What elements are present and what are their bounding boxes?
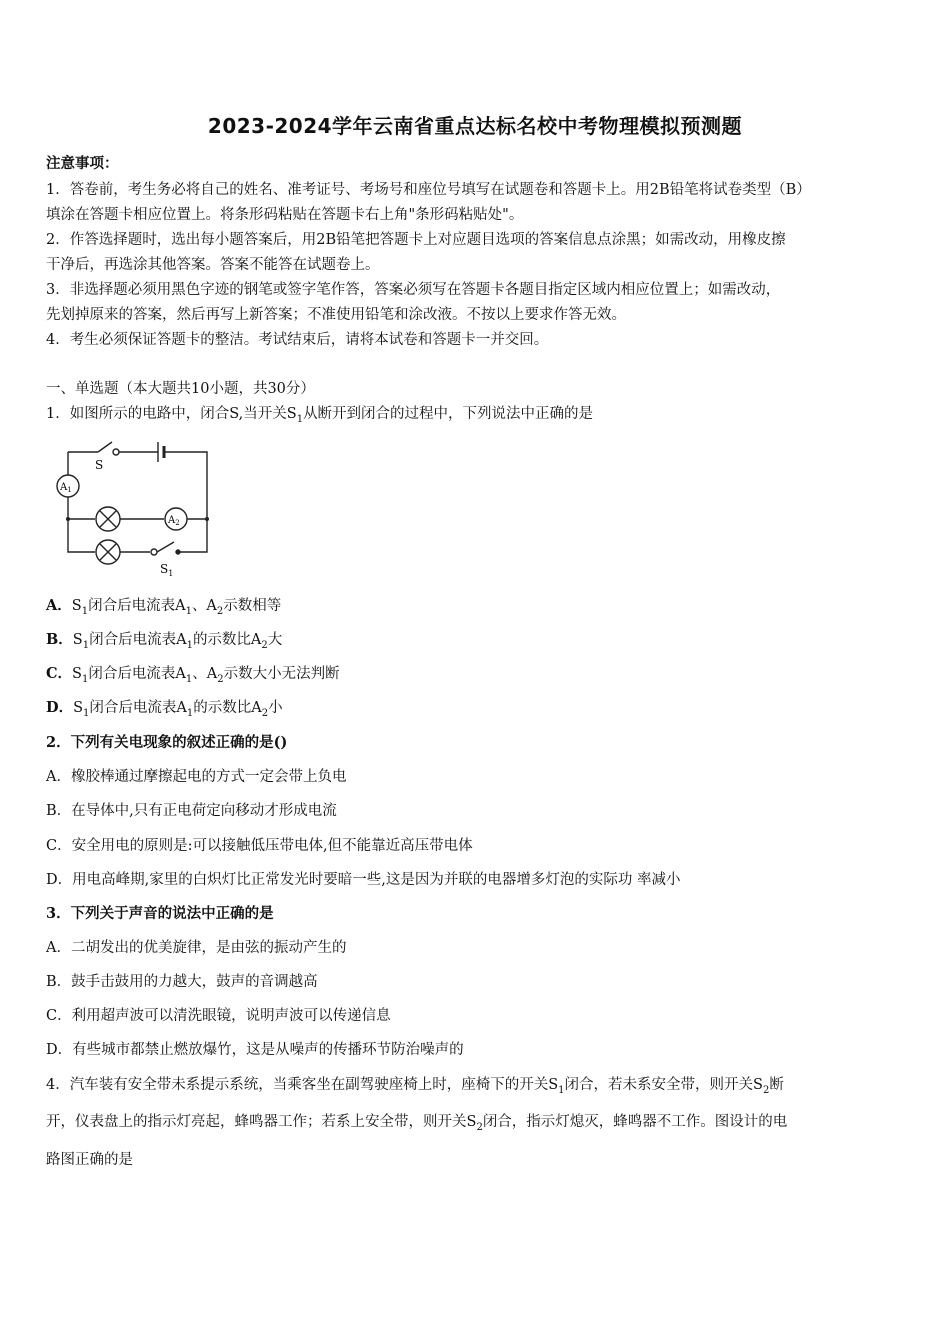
notice-heading: 注意事项：	[46, 155, 119, 172]
label-a2-letter: A	[168, 515, 176, 526]
question-3-option-b[interactable]: B．鼓手击鼓用的力越大，鼓声的音调越高	[46, 974, 318, 990]
switch-s-contact	[113, 449, 119, 455]
option-text: 的示数比A	[193, 700, 262, 716]
stem-text: 闭合，若未系安全带，则开关S	[564, 1077, 763, 1093]
question-3-option-a[interactable]: A．二胡发出的优美旋律，是由弦的振动产生的	[46, 940, 347, 956]
label-s1-sub: 1	[168, 569, 174, 578]
stem-text: 开，仪表盘上的指示灯亮起，蜂鸣器工作；若系上安全带，则开关S	[46, 1114, 477, 1130]
label-a2	[167, 515, 180, 527]
question-1-option-b[interactable]	[46, 628, 282, 651]
switch-s1-blade	[157, 542, 174, 552]
label-a1-sub: 1	[67, 486, 72, 494]
option-letter: B．	[46, 631, 73, 648]
question-2-option-a[interactable]: A．橡胶棒通过摩擦起电的方式一定会带上负电	[46, 769, 347, 785]
label-s: S	[95, 458, 104, 472]
option-text: 、A	[191, 598, 217, 614]
question-2-option-d[interactable]: D．用电高峰期,家里的白炽灯比正常发光时要暗一些,这是因为并联的电器增多灯泡的实际功 率减小	[46, 872, 681, 888]
switch-s1-contact	[151, 549, 157, 555]
section-heading: 一、单选题（本大题共10小题，共30分）	[46, 381, 315, 397]
label-s1	[160, 562, 173, 578]
notice-line: 4．考生必须保证答题卡的整洁。考试结束后，请将本试卷和答题卡一并交回。	[46, 332, 549, 348]
option-text: S	[73, 700, 84, 716]
switch-s-blade	[98, 442, 112, 452]
label-a1-letter: A	[60, 482, 68, 493]
option-text: 闭合后电流表A	[88, 666, 186, 682]
subscript: 1	[82, 639, 90, 651]
label-a1	[59, 482, 72, 494]
lamp-1-cross	[100, 511, 116, 527]
option-text: S	[72, 666, 82, 682]
stem-text: 闭合，指示灯熄灭，蜂鸣器不工作。图设计的电	[482, 1114, 788, 1130]
subscript: 1	[81, 605, 89, 617]
subscript: 2	[217, 673, 224, 685]
circuit-diagram	[50, 432, 220, 582]
subscript: 2	[476, 1121, 483, 1133]
lamp-2-cross	[100, 544, 116, 560]
question-1-option-c[interactable]	[46, 662, 340, 685]
question-4-line-1	[46, 1073, 784, 1096]
question-4-line-3: 路图正确的是	[46, 1152, 133, 1168]
option-text: 闭合后电流表A	[89, 700, 187, 716]
question-4-line-2	[46, 1110, 787, 1133]
subscript: 1	[186, 707, 194, 719]
question-2-stem: 2．下列有关电现象的叙述正确的是()	[46, 734, 288, 751]
notice-line: 填涂在答题卡相应位置上。将条形码粘贴在答题卡右上角"条形码粘贴处"。	[46, 207, 524, 223]
page-title: 2023-2024学年云南省重点达标名校中考物理模拟预测题	[207, 114, 743, 138]
question-1-option-d[interactable]	[46, 696, 283, 719]
option-text: 示数相等	[223, 598, 282, 614]
question-1-option-a[interactable]	[46, 594, 281, 617]
option-text: S	[72, 632, 83, 648]
subscript: 1	[296, 413, 304, 425]
label-s1-letter: S	[160, 562, 169, 576]
subscript: 1	[83, 707, 90, 719]
wire	[164, 452, 207, 552]
question-2-option-c[interactable]: C．安全用电的原则是:可以接触低压带电体,但不能靠近高压带电体	[46, 838, 473, 854]
option-text: 小	[268, 700, 283, 716]
option-text: 、A	[192, 666, 218, 682]
option-text: 闭合后电流表A	[88, 598, 186, 614]
option-text: 示数大小无法判断	[223, 666, 340, 682]
question-2-option-b[interactable]: B．在导体中,只有正电荷定向移动才形成电流	[46, 803, 337, 819]
question-3-option-c[interactable]: C．利用超声波可以清洗眼镜，说明声波可以传递信息	[46, 1008, 391, 1024]
option-text: S	[71, 598, 82, 614]
stem-text: 从断开到闭合的过程中，下列说法中正确的是	[303, 406, 594, 422]
question-1-stem	[46, 402, 593, 425]
option-letter: A．	[46, 597, 72, 614]
subscript: 1	[558, 1084, 565, 1096]
stem-text: 4．汽车装有安全带未系提示系统，当乘客坐在副驾驶座椅上时，座椅下的开关S	[46, 1077, 559, 1093]
option-letter: C．	[46, 665, 73, 682]
junction-dot	[205, 517, 209, 521]
subscript: 1	[185, 673, 193, 685]
question-3-stem: 3．下列关于声音的说法中正确的是	[46, 905, 274, 922]
notice-line: 3．非选择题必须用黑色字迹的钢笔或签字笔作答，答案必须写在答题卡各题目指定区域内相应位置上；如需改动，	[46, 282, 781, 298]
notice-line: 1．答卷前，考生务必将自己的姓名、准考证号、考场号和座位号填写在试题卷和答题卡上。用2B铅笔将试卷类型（B）	[46, 182, 811, 198]
question-3-option-d[interactable]: D．有些城市都禁止燃放爆竹，这是从噪声的传播环节防治噪声的	[46, 1042, 464, 1058]
option-text: 闭合后电流表A	[89, 632, 187, 648]
subscript: 1	[185, 605, 192, 617]
notice-line: 2．作答选择题时，选出每小题答案后，用2B铅笔把答题卡上对应题目选项的答案信息点涂黑；如需改动，用橡皮擦	[46, 232, 786, 248]
option-text: 的示数比A	[192, 632, 262, 648]
option-letter: D．	[46, 699, 74, 716]
switch-s1-pivot	[176, 550, 180, 554]
subscript: 1	[186, 639, 193, 651]
junction-dot	[66, 517, 70, 521]
stem-text: 1．如图所示的电路中，闭合S,当开关S	[46, 406, 297, 422]
stem-text: 断	[769, 1077, 784, 1093]
subscript: 1	[81, 673, 89, 685]
notice-line: 先划掉原来的答案，然后再写上新答案；不准使用铅笔和涂改液。不按以上要求作答无效。	[46, 307, 626, 323]
subscript: 2	[216, 605, 224, 617]
label-a2-sub: 2	[175, 519, 180, 527]
notice-line: 干净后，再选涂其他答案。答案不能答在试题卷上。	[46, 257, 380, 273]
subscript: 2	[261, 707, 269, 719]
subscript: 2	[261, 639, 268, 651]
subscript: 2	[762, 1084, 770, 1096]
option-text: 大	[267, 632, 283, 648]
wire	[68, 497, 95, 552]
